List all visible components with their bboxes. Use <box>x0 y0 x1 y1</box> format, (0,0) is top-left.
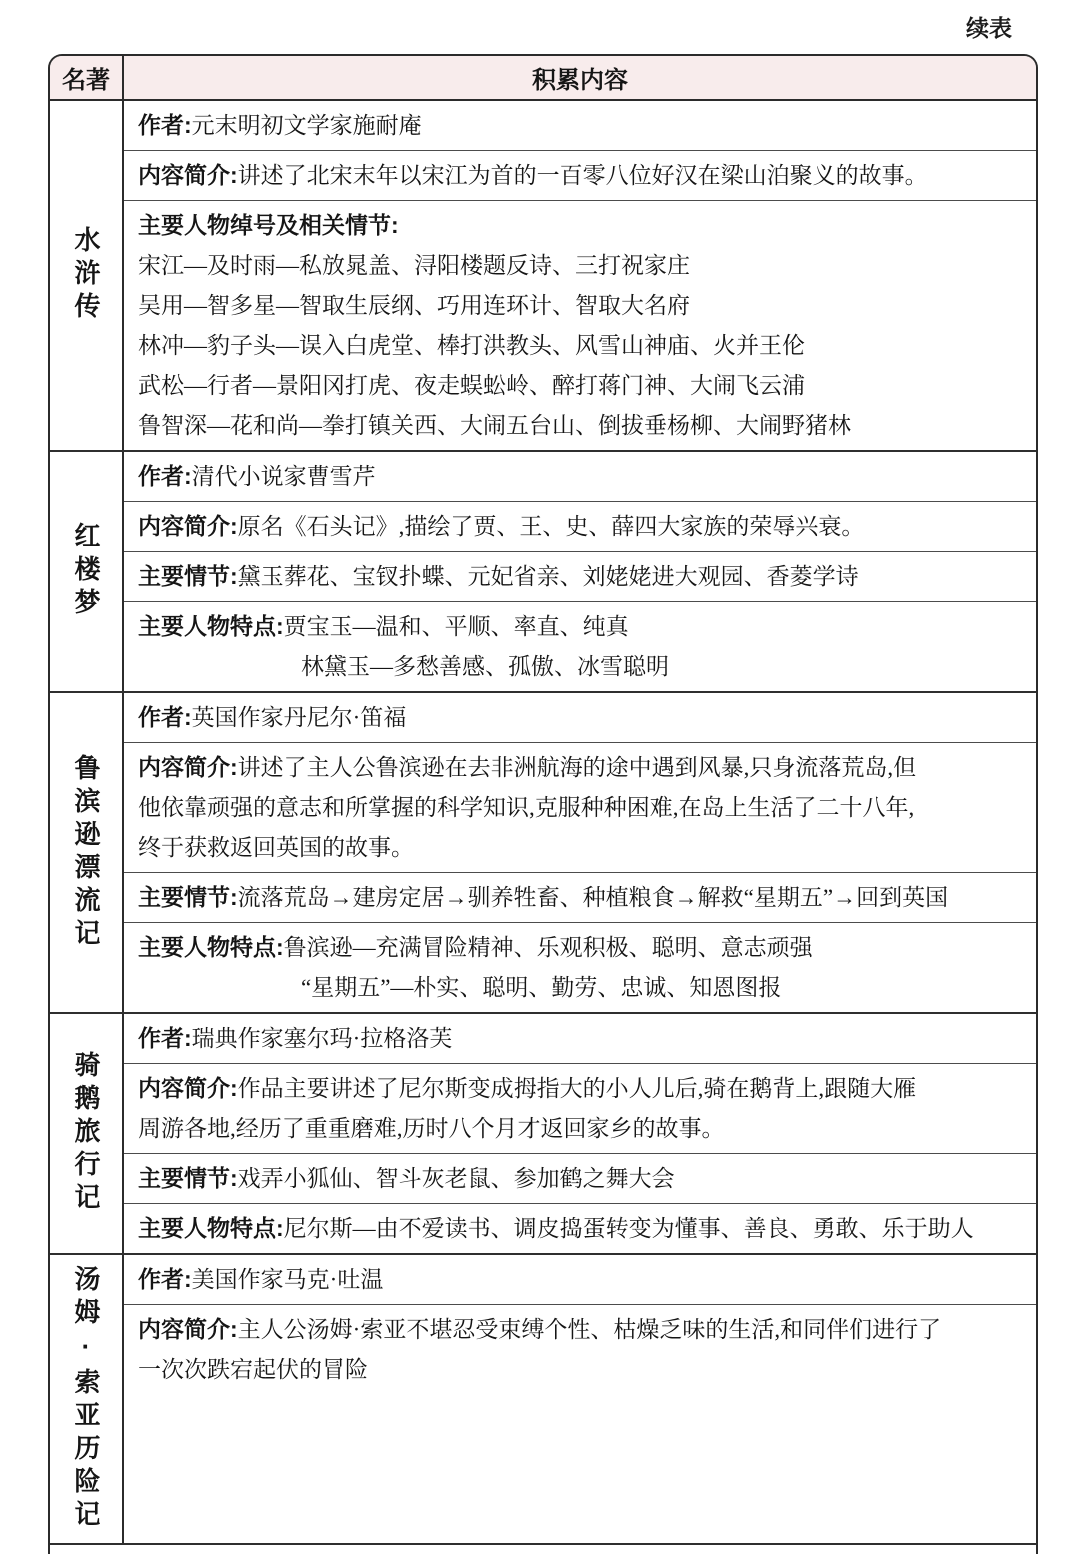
row-author <box>124 1255 1036 1305</box>
row-label: 内容简介: <box>138 1316 238 1342</box>
row-label: 主要人物特点: <box>138 613 284 639</box>
row-text: 主人公汤姆·索亚不堪忍受束缚个性、枯燥乏味的生活,和同伴们进行了 <box>237 1317 942 1342</box>
trait-line: 林黛玉—多愁善感、孤傲、冰雪聪明 <box>301 654 669 679</box>
row-text: 黛玉葬花、宝钗扑蝶、元妃省亲、刘姥姥进大观园、香菱学诗 <box>237 564 859 589</box>
row-main-plot <box>124 1154 1036 1204</box>
section-qieluxingji <box>50 1014 1036 1255</box>
book-title: 骑鹅旅行记 <box>71 1051 101 1216</box>
row-synopsis <box>124 743 1036 873</box>
row-label: 内容简介: <box>138 754 238 780</box>
row-label: 作者: <box>138 704 192 730</box>
row-label: 内容简介: <box>138 1075 238 1101</box>
header-col-books: 名著 <box>50 56 124 99</box>
row-text: 英国作家丹尼尔·笛福 <box>191 705 407 730</box>
row-label: 主要人物特点: <box>138 1215 284 1241</box>
synopsis-line: 他依靠顽强的意志和所掌握的科学知识,克服种种困难,在岛上生活了二十八年, <box>138 795 915 820</box>
row-main-plot <box>124 873 1036 923</box>
row-author <box>124 101 1036 151</box>
row-author <box>124 1014 1036 1064</box>
row-synopsis <box>124 151 1036 201</box>
row-label: 作者: <box>138 463 192 489</box>
book-title-cell <box>50 1014 124 1253</box>
row-author <box>124 452 1036 502</box>
row-text: 鲁滨逊—充满冒险精神、乐观积极、聪明、意志顽强 <box>283 935 813 960</box>
synopsis-line: 终于获救返回英国的故事。 <box>138 835 414 860</box>
book-title-cell <box>50 452 124 691</box>
row-label: 主要人物特点: <box>138 934 284 960</box>
row-text: 瑞典作家塞尔玛·拉格洛芙 <box>191 1026 453 1051</box>
row-main-plot <box>124 552 1036 602</box>
row-text: 讲述了主人公鲁滨逊在去非洲航海的途中遇到风暴,只身流落荒岛,但 <box>237 755 917 780</box>
row-text: 尼尔斯—由不爱读书、调皮捣蛋转变为懂事、善良、勇敢、乐于助人 <box>283 1216 974 1241</box>
row-text: 戏弄小狐仙、智斗灰老鼠、参加鹤之舞大会 <box>237 1166 675 1191</box>
nickname-line: 宋江—及时雨—私放晁盖、浔阳楼题反诗、三打祝家庄 <box>138 253 690 278</box>
book-title-cell <box>50 101 124 450</box>
book-title-cell <box>50 693 124 1012</box>
row-text: 流落荒岛→建房定居→驯养牲畜、种植粮食→解救“星期五”→回到英国 <box>237 885 949 910</box>
section-lubinxunpiaoliuji <box>50 693 1036 1014</box>
row-synopsis <box>124 1064 1036 1154</box>
row-label: 主要人物绰号及相关情节: <box>138 212 399 238</box>
row-label: 内容简介: <box>138 162 238 188</box>
trait-line: “星期五”—朴实、聪明、勤劳、忠诚、知恩图报 <box>301 975 782 1000</box>
header-col-content: 积累内容 <box>532 67 628 94</box>
row-author <box>124 693 1036 743</box>
synopsis-line: 一次次跌宕起伏的冒险 <box>138 1357 368 1382</box>
section-shuihuzhuan <box>50 101 1036 452</box>
nickname-line: 吴用—智多星—智取生辰纲、巧用连环计、智取大名府 <box>138 293 690 318</box>
row-synopsis <box>124 1305 1036 1394</box>
book-title: 鲁滨逊漂流记 <box>71 753 101 952</box>
synopsis-line: 周游各地,经历了重重磨难,历时八个月才返回家乡的故事。 <box>138 1116 725 1141</box>
nickname-line: 武松—行者—景阳冈打虎、夜走蜈蚣岭、醉打蒋门神、大闹飞云浦 <box>138 373 805 398</box>
row-label: 主要情节: <box>138 563 238 589</box>
nickname-line: 林冲—豹子头—误入白虎堂、棒打洪教头、风雪山神庙、火并王伦 <box>138 333 805 358</box>
row-character-traits <box>124 923 1036 1012</box>
row-label: 作者: <box>138 1025 192 1051</box>
book-title: 汤姆·索亚历险记 <box>71 1265 101 1533</box>
row-label: 作者: <box>138 112 192 138</box>
section-tangmusuoya <box>50 1255 1036 1545</box>
table-header-row <box>50 56 1036 101</box>
book-title-cell <box>50 1255 124 1543</box>
literature-accumulation-table <box>48 54 1038 1554</box>
section-hongloumeng <box>50 452 1036 693</box>
row-character-traits <box>124 1204 1036 1253</box>
row-text: 美国作家马克·吐温 <box>191 1267 384 1292</box>
row-text: 原名《石头记》,描绘了贾、王、史、薛四大家族的荣辱兴衰。 <box>237 514 865 539</box>
row-label: 主要情节: <box>138 884 238 910</box>
row-text: 元末明初文学家施耐庵 <box>191 113 422 138</box>
row-label: 内容简介: <box>138 513 238 539</box>
book-title: 水浒传 <box>71 226 101 325</box>
row-synopsis <box>124 502 1036 552</box>
row-text: 清代小说家曹雪芹 <box>191 464 376 489</box>
row-text: 讲述了北宋末年以宋江为首的一百零八位好汉在梁山泊聚义的故事。 <box>237 163 928 188</box>
row-label: 作者: <box>138 1266 192 1292</box>
row-label: 主要情节: <box>138 1165 238 1191</box>
row-nicknames-plots <box>124 201 1036 450</box>
book-title: 红楼梦 <box>71 522 101 621</box>
row-text: 作品主要讲述了尼尔斯变成拇指大的小人儿后,骑在鹅背上,跟随大雁 <box>237 1076 917 1101</box>
nickname-line: 鲁智深—花和尚—拳打镇关西、大闹五台山、倒拔垂杨柳、大闹野猪林 <box>138 413 851 438</box>
row-character-traits <box>124 602 1036 691</box>
row-text: 贾宝玉—温和、平顺、率直、纯真 <box>283 614 629 639</box>
continued-table-label: 续表 <box>966 15 1012 41</box>
